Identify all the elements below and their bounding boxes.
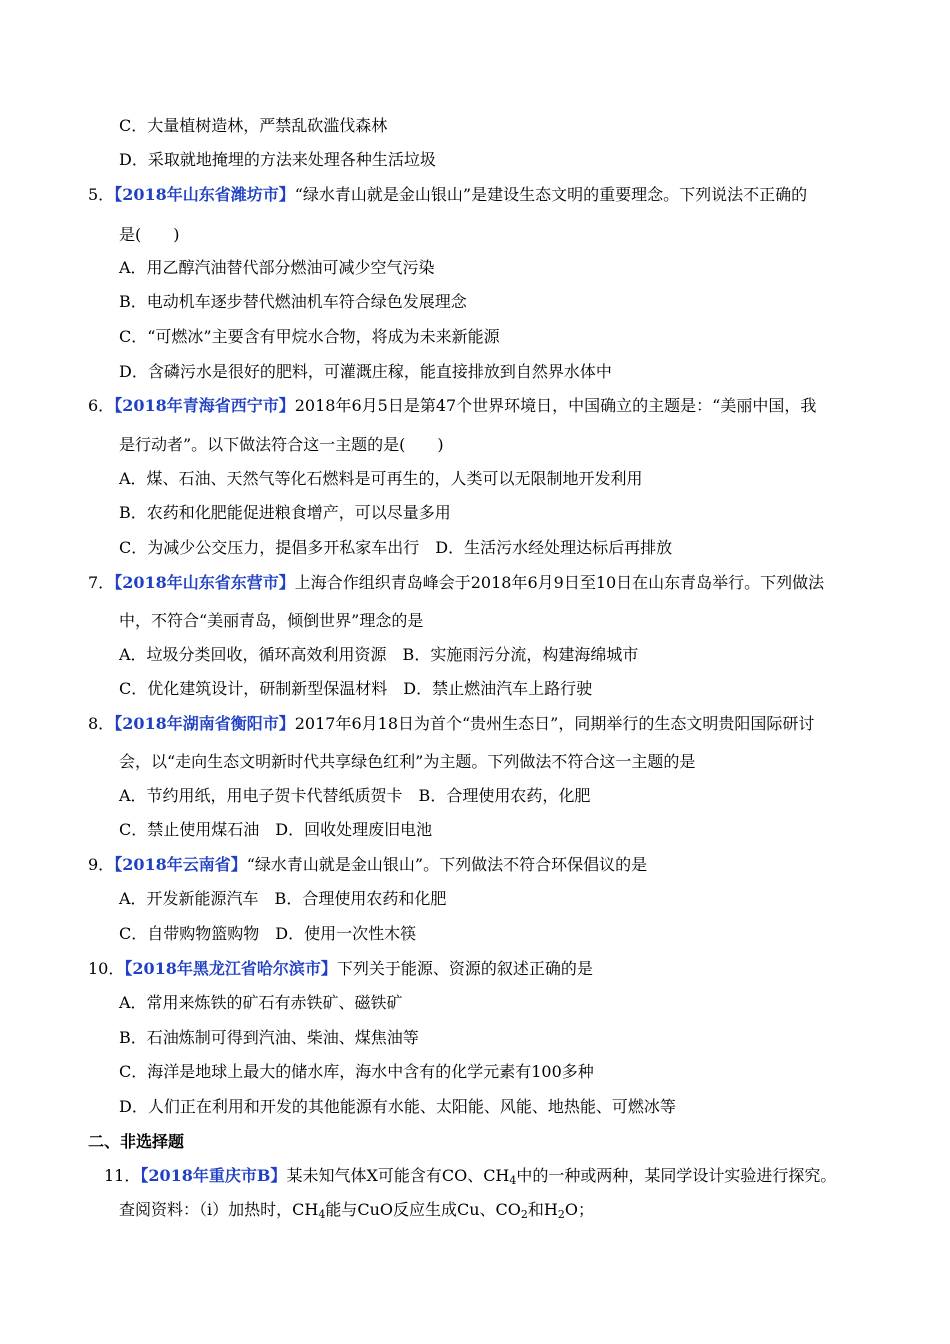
q7-options-ab: A．垃圾分类回收，循环高效利用资源 B．实施雨污分流，构建海绵城市 <box>119 645 639 664</box>
q5-option-b: B．电动机车逐步替代燃油机车符合绿色发展理念 <box>119 292 467 311</box>
q6-option-b: B．农药和化肥能促进粮食增产，可以尽量多用 <box>119 503 451 522</box>
q5-option-c: C．“可燃冰”主要含有甲烷水合物，将成为未来新能源 <box>119 327 500 346</box>
question-stem-rest: 中的一种或两种，某同学设计实验进行探究。 <box>516 1166 837 1185</box>
source-tag: 【2018年山东省东营市】 <box>114 573 295 592</box>
q7-question <box>88 573 824 593</box>
q10-question <box>88 959 593 979</box>
ref-text: 和H <box>527 1200 558 1219</box>
subscript: 2 <box>520 1208 528 1221</box>
question-stem: 2018年6月5日是第47个世界环境日，中国确立的主题是：“美丽中国，我 <box>294 396 817 415</box>
question-stem: 下列关于能源、资源的叙述正确的是 <box>336 959 593 978</box>
source-tag: 【2018年青海省西宁市】 <box>114 396 295 415</box>
q11-reference-info <box>119 1200 594 1220</box>
q4-option-d: D．采取就地掩埋的方法来处理各种生活垃圾 <box>119 150 436 169</box>
q7-stem-continued: 中，不符合“美丽青岛，倾倒世界”理念的是 <box>119 611 424 630</box>
question-number: 10． <box>88 959 125 978</box>
source-tag: 【2018年山东省潍坊市】 <box>114 185 295 204</box>
question-stem: “绿水青山就是金山银山”。下列做法不符合环保倡议的是 <box>246 855 648 874</box>
q10-option-d: D．人们正在利用和开发的其他能源有水能、太阳能、风能、地热能、可燃冰等 <box>119 1097 676 1116</box>
question-number: 8． <box>88 714 115 733</box>
source-tag: 【2018年湖南省衡阳市】 <box>114 714 295 733</box>
q5-option-d: D．含磷污水是很好的肥料，可灌溉庄稼，能直接排放到自然界水体中 <box>119 362 612 381</box>
q9-options-ab: A．开发新能源汽车 B．合理使用农药和化肥 <box>119 889 447 908</box>
source-tag: 【2018年云南省】 <box>114 855 247 874</box>
q8-options-cd: C．禁止使用煤石油 D．回收处理废旧电池 <box>119 820 433 839</box>
q11-question <box>104 1166 836 1186</box>
subscript: 2 <box>557 1208 565 1221</box>
question-number: 9． <box>88 855 115 874</box>
question-stem: 2017年6月18日为首个“贵州生态日”，同期举行的生态文明贵阳国际研讨 <box>294 714 815 733</box>
ref-text: O； <box>564 1200 594 1219</box>
q10-option-c: C．海洋是地球上最大的储水库，海水中含有的化学元素有100多种 <box>119 1062 594 1081</box>
q5-question <box>88 185 807 205</box>
ref-text: 能与CuO反应生成Cu、CO <box>325 1200 521 1219</box>
q5-stem-continued: 是( ) <box>119 225 180 244</box>
source-tag: 【2018年重庆市B】 <box>140 1166 287 1185</box>
question-stem: “绿水青山就是金山银山”是建设生态文明的重要理念。下列说法不正确的 <box>294 185 808 204</box>
source-tag: 【2018年黑龙江省哈尔滨市】 <box>124 959 337 978</box>
section-heading: 二、非选择题 <box>88 1132 185 1151</box>
subscript: 4 <box>509 1174 517 1187</box>
subscript: 4 <box>318 1208 326 1221</box>
question-number: 11． <box>104 1166 141 1185</box>
question-number: 6． <box>88 396 115 415</box>
q6-stem-continued: 是行动者”。以下做法符合这一主题的是( ) <box>119 435 444 454</box>
question-number: 5． <box>88 185 115 204</box>
q8-options-ab: A．节约用纸，用电子贺卡代替纸质贺卡 B．合理使用农药，化肥 <box>119 786 591 805</box>
q9-options-cd: C．自带购物篮购物 D．使用一次性木筷 <box>119 924 417 943</box>
q6-option-a: A．煤、石油、天然气等化石燃料是可再生的，人类可以无限制地开发利用 <box>119 469 643 488</box>
question-number: 7． <box>88 573 115 592</box>
q6-options-cd: C．为减少公交压力，提倡多开私家车出行 D．生活污水经处理达标后再排放 <box>119 538 673 557</box>
q4-option-c: C．大量植树造林，严禁乱砍滥伐森林 <box>119 116 388 135</box>
ref-text: 查阅资料：（ⅰ）加热时，CH <box>119 1200 319 1219</box>
question-stem: 某未知气体X可能含有CO、CH <box>286 1166 510 1185</box>
q5-option-a: A．用乙醇汽油替代部分燃油可减少空气污染 <box>119 258 435 277</box>
q6-question <box>88 396 816 416</box>
q9-question <box>88 855 647 875</box>
question-stem: 上海合作组织青岛峰会于2018年6月9日至10日在山东青岛举行。下列做法 <box>294 573 825 592</box>
q7-options-cd: C．优化建筑设计，研制新型保温材料 D．禁止燃油汽车上路行驶 <box>119 679 593 698</box>
q8-question <box>88 714 814 734</box>
q8-stem-continued: 会，以“走向生态文明新时代共享绿色红利”为主题。下列做法不符合这一主题的是 <box>119 752 696 771</box>
q10-option-a: A．常用来炼铁的矿石有赤铁矿、磁铁矿 <box>119 993 403 1012</box>
q10-option-b: B．石油炼制可得到汽油、柴油、煤焦油等 <box>119 1028 419 1047</box>
